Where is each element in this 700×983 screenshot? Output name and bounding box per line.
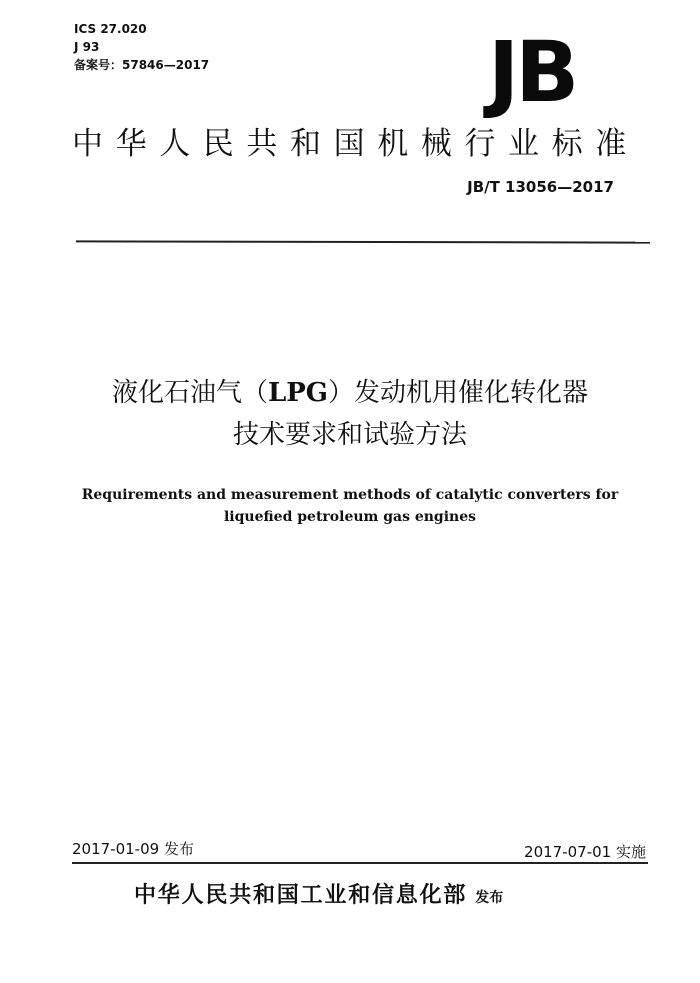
record-number: 备案号：57846—2017 <box>74 58 210 72</box>
issuer-action: 发布 <box>475 890 504 906</box>
title-chinese-line1-part-a: 液化石油气（ <box>111 378 268 408</box>
title-chinese <box>0 372 700 456</box>
classification-block <box>74 20 209 74</box>
title-english-line1: Requirements and measurement methods of catalytic converters for <box>81 487 619 503</box>
title-chinese-line1 <box>0 372 700 414</box>
top-divider <box>76 240 650 243</box>
release-date: 2017-01-09 发布 <box>72 840 194 858</box>
class-code: J 93 <box>74 40 100 54</box>
jb-logo: JB <box>488 23 576 121</box>
title-chinese-line2: 技术要求和试验方法 <box>232 420 467 450</box>
title-english-line2: liquefied petroleum gas engines <box>223 509 476 525</box>
issuer-organization: 中华人民共和国工业和信息化部 <box>134 883 468 908</box>
title-english <box>0 484 700 528</box>
title-chinese-lpg: LPG <box>267 378 329 408</box>
standard-category: 中华人民共和国机械行业标准 <box>72 126 639 162</box>
issuer <box>134 878 503 909</box>
ics-code: ICS 27.020 <box>74 22 147 36</box>
implementation-date: 2017-07-01 实施 <box>524 843 646 861</box>
title-chinese-line1-part-b: ）发动机用催化转化器 <box>328 378 589 408</box>
standard-number: JB/T 13056—2017 <box>467 178 614 196</box>
bottom-divider <box>72 862 648 864</box>
